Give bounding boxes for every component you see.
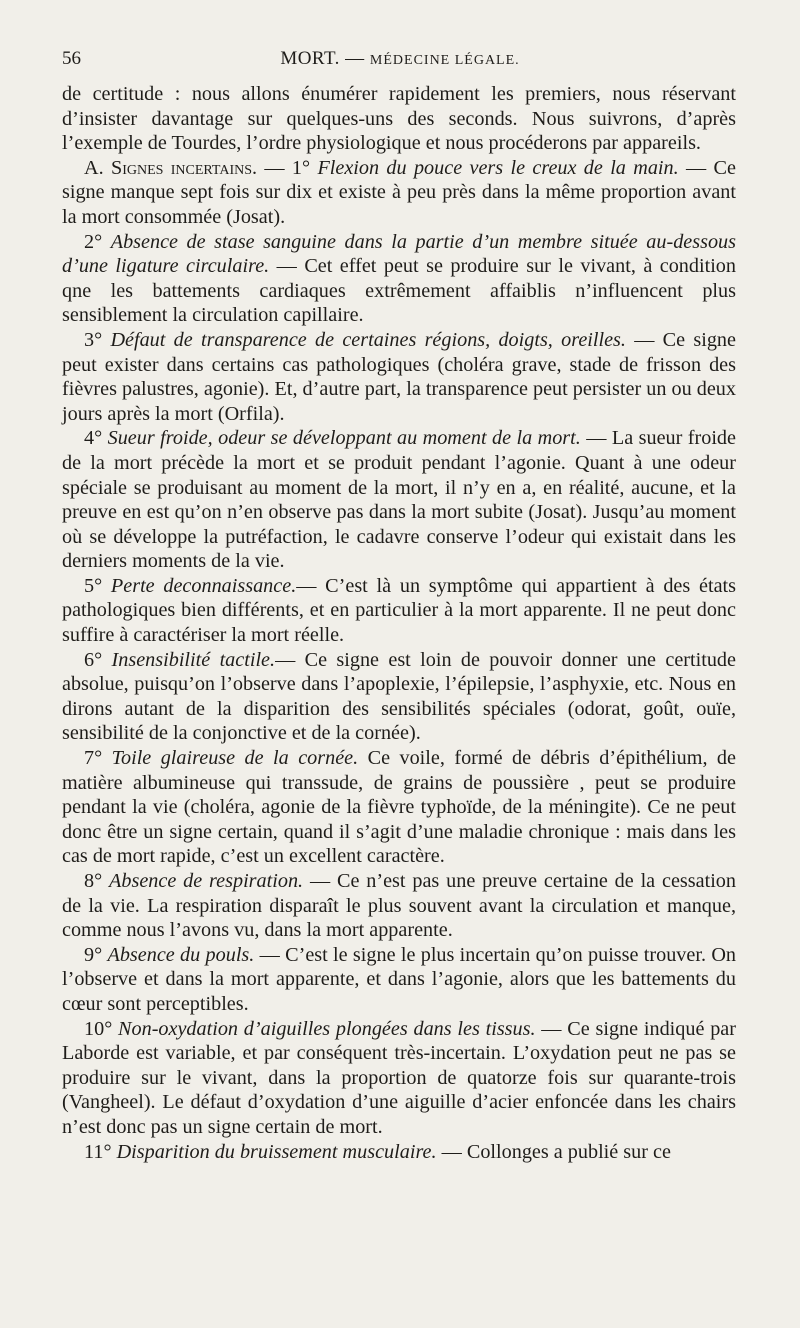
paragraph (62, 82, 736, 156)
item-number: 11° (84, 1140, 117, 1163)
item-number: 4° (84, 427, 108, 450)
sign-title: Non-oxydation d’aiguilles plongées dans les tissus. (118, 1017, 536, 1040)
section-label: Signes incertains (110, 156, 253, 179)
paragraph-text: de certitude : nous allons énumérer rapidement les premiers, nous réservant d’insister davantage sur quelques-uns des seconds. Nous suivrons, d’après l’exemple de Tourdes, l’ordre physiologique et nous procéderons par appareils. (62, 83, 736, 155)
item-number: 8° (84, 870, 110, 892)
running-header (62, 48, 738, 74)
item-number: 6° (84, 648, 112, 671)
header-subtitle: MÉDECINE LÉGALE. (369, 53, 520, 68)
paragraph-text: — C’est le signe le plus incertain qu’on puisse trouver. On l’observe et dans la mort apparente, et dans l’agonie, alors que les battements du cœur sont perceptibles. (62, 943, 736, 1015)
sign-title: Disparition du bruissement musculaire. (116, 1140, 437, 1163)
paragraph-text: — Ce signe peut exister dans certains cas pathologiques (choléra grave, stade de frisson des fièvres palustres, agonie). Et, d’autre part, la transparence peut persister un ou deux jours après la mort (Orfila). (62, 328, 736, 425)
header-separator: — (339, 48, 370, 69)
page-number: 56 (62, 48, 81, 69)
item-number: 7° (84, 747, 112, 770)
paragraph (62, 1140, 736, 1165)
paragraph-text: — Ce n’est pas une preuve certaine de la cessation de la vie. La respiration disparaît le plus souvent avant la circulation et manque, comme nous l’avons vu, dans la mort apparente. (62, 870, 736, 942)
paragraph-text: Ce voile, formé de débris d’épithélium, de matière albumineuse qui transsude, de grains de poussière , peut se produire pendant la vie (choléra, agonie de la fièvre typhoïde, de la méningite). Ce ne peut donc être un signe certain, quand il s’agit d’une maladie chronique : mais dans les cas de mort rapide, c’est un excellent caractère. (62, 747, 736, 868)
paragraph (62, 648, 736, 746)
paragraph-text: — Collonges a publié sur ce (436, 1140, 671, 1163)
item-number: 3° (84, 328, 111, 351)
paragraph-text: — Cet effet peut se produire sur le vivant, à condition qne les battements cardiaques extrêmement affaiblis n’influencent plus sensiblement la circulation capillaire. (62, 255, 736, 327)
sign-title: Perte deconnaissance. (110, 574, 297, 597)
item-number: 10° (84, 1017, 119, 1040)
paragraph (62, 426, 736, 574)
paragraph-text: — Ce signe manque sept fois sur dix et existe à peu près dans la même proportion avant la mort consommée (Josat). (62, 156, 736, 228)
sign-title: Absence du pouls. (107, 943, 255, 966)
paragraph (62, 328, 736, 426)
item-number: 5° (84, 574, 111, 597)
item-number: A. Signes incertains. — 1° (84, 156, 318, 179)
sign-title: Toile glaireuse de la cornée. (111, 747, 359, 770)
sign-title: Défaut de transparence de certaines régions, doigts, oreilles. (110, 328, 626, 351)
sign-title: Insensibilité tactile. (111, 648, 276, 671)
paragraph (62, 746, 736, 869)
running-title (62, 48, 738, 70)
paragraph (62, 574, 736, 648)
item-number: 2° (84, 230, 111, 253)
paragraph (62, 943, 736, 1017)
paragraph (62, 230, 736, 328)
paragraph (62, 1017, 736, 1140)
paragraph-text: — Ce signe indiqué par Laborde est variable, et par conséquent très-incertain. L’oxydation peut ne pas se produire sur le vivant, dans la proportion de quatorze fois sur quarante-trois (Vangheel). Le défaut d’oxydation d’une aiguille d’acier enfoncée dans les chairs n’est donc pas un signe certain de mort. (62, 1017, 736, 1138)
item-number: 9° (84, 943, 108, 966)
paragraph-text: — Ce signe est loin de pouvoir donner une certitude absolue, puisqu’on l’observe dans l’apoplexie, l’épilepsie, l’asphyxie, etc. Nous en dirons autant de la disparition des sensibilités spéciales (odorat, goût, ouïe, sensibilité de la conjonctive et de la cornée). (62, 648, 736, 745)
sign-title: Absence de respiration. (109, 870, 304, 892)
sign-title: Absence de stase sanguine dans la partie d’un membre située au-dessous d’une ligature circulaire. (62, 230, 737, 278)
header-title: MORT. (280, 48, 340, 69)
paragraph (62, 156, 736, 230)
sign-title: Flexion du pouce vers le creux de la main. (317, 156, 679, 179)
paragraph-text: — La sueur froide de la mort précède la mort et se produit pendant l’agonie. Quant à une odeur spéciale se produisant au moment de la mort, il n’y en a, en réalité, aucune, et la preuve en est qu’on n’en observe pas dans la mort subite (Josat). Jusqu’au moment où se développe la putréfaction, le cadavre conserve l’odeur qui existait dans les derniers moments de la vie. (62, 427, 736, 573)
sign-title: Sueur froide, odeur se développant au moment de la mort. (107, 427, 581, 450)
page-body (62, 82, 736, 1164)
paragraph (62, 869, 736, 943)
paragraph-text: — C’est là un symptôme qui appartient à des états pathologiques bien différents, et en particulier à la mort apparente. Il ne peut donc suffire à caractériser la mort réelle. (62, 574, 736, 647)
